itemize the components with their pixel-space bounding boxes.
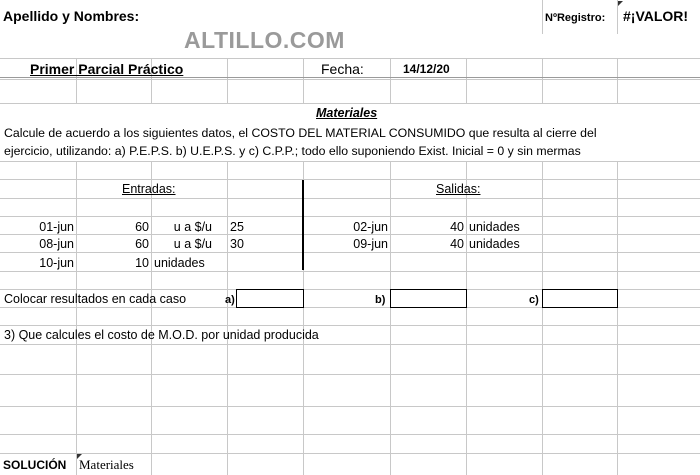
result-a-label: a) [225,294,235,306]
instructions-line-2: ejercicio, utilizando: a) P.E.P.S. b) U.E.P.S. y c) C.P.P.; todo ello suponiendo Exist. Inicial = 0 y sin mermas [4,144,581,158]
entrada-date: 01-jun [39,220,74,234]
solucion-value[interactable]: Materiales [79,457,134,472]
entrada-qty: 10 [135,256,149,270]
salida-unit: unidades [469,237,520,251]
name-label: Apellido y Nombres: [3,8,140,24]
salida-date: 02-jun [353,220,388,234]
result-c-label: c) [529,294,539,306]
result-b-label: b) [375,294,386,306]
entrada-date: 08-jun [39,237,74,251]
comment-indicator-icon [618,1,623,6]
entrada-unit: unidades [154,256,205,270]
salida-qty: 40 [450,220,464,234]
entrada-price: 25 [230,220,244,234]
entrada-price: 30 [230,237,244,251]
salida-date: 09-jun [353,237,388,251]
entrada-unit: u a $/u [173,220,212,234]
entradas-header: Entradas: [122,182,176,196]
instructions-line-1: Calcule de acuerdo a los siguientes datos, el COSTO DEL MATERIAL CONSUMIDO que resulta al cierre del [4,126,597,140]
entrada-unit: u a $/u [173,237,212,251]
entrada-qty: 60 [135,237,149,251]
exam-title: Primer Parcial Práctico [30,61,184,77]
entrada-qty: 60 [135,220,149,234]
question-3: 3) Que calcules el costo de M.O.D. por unidad producida [4,328,319,342]
fecha-label: Fecha: [321,61,364,77]
section-title: Materiales [316,106,378,120]
registro-label: NºRegistro: [545,12,606,24]
results-label: Colocar resultados en cada caso [4,292,187,306]
salida-unit: unidades [469,220,520,234]
salidas-header: Salidas: [436,182,481,196]
result-c-input[interactable] [542,289,618,308]
result-a-input[interactable] [236,289,304,308]
entrada-date: 10-jun [39,256,74,270]
salida-qty: 40 [450,237,464,251]
watermark-logo: ALTILLO.COM [184,27,345,53]
registro-value[interactable]: #¡VALOR! [623,8,689,24]
fecha-value[interactable]: 14/12/20 [403,62,450,76]
solucion-label: SOLUCIÓN [3,458,67,472]
entradas-salidas-divider [302,180,304,270]
result-b-input[interactable] [390,289,467,308]
